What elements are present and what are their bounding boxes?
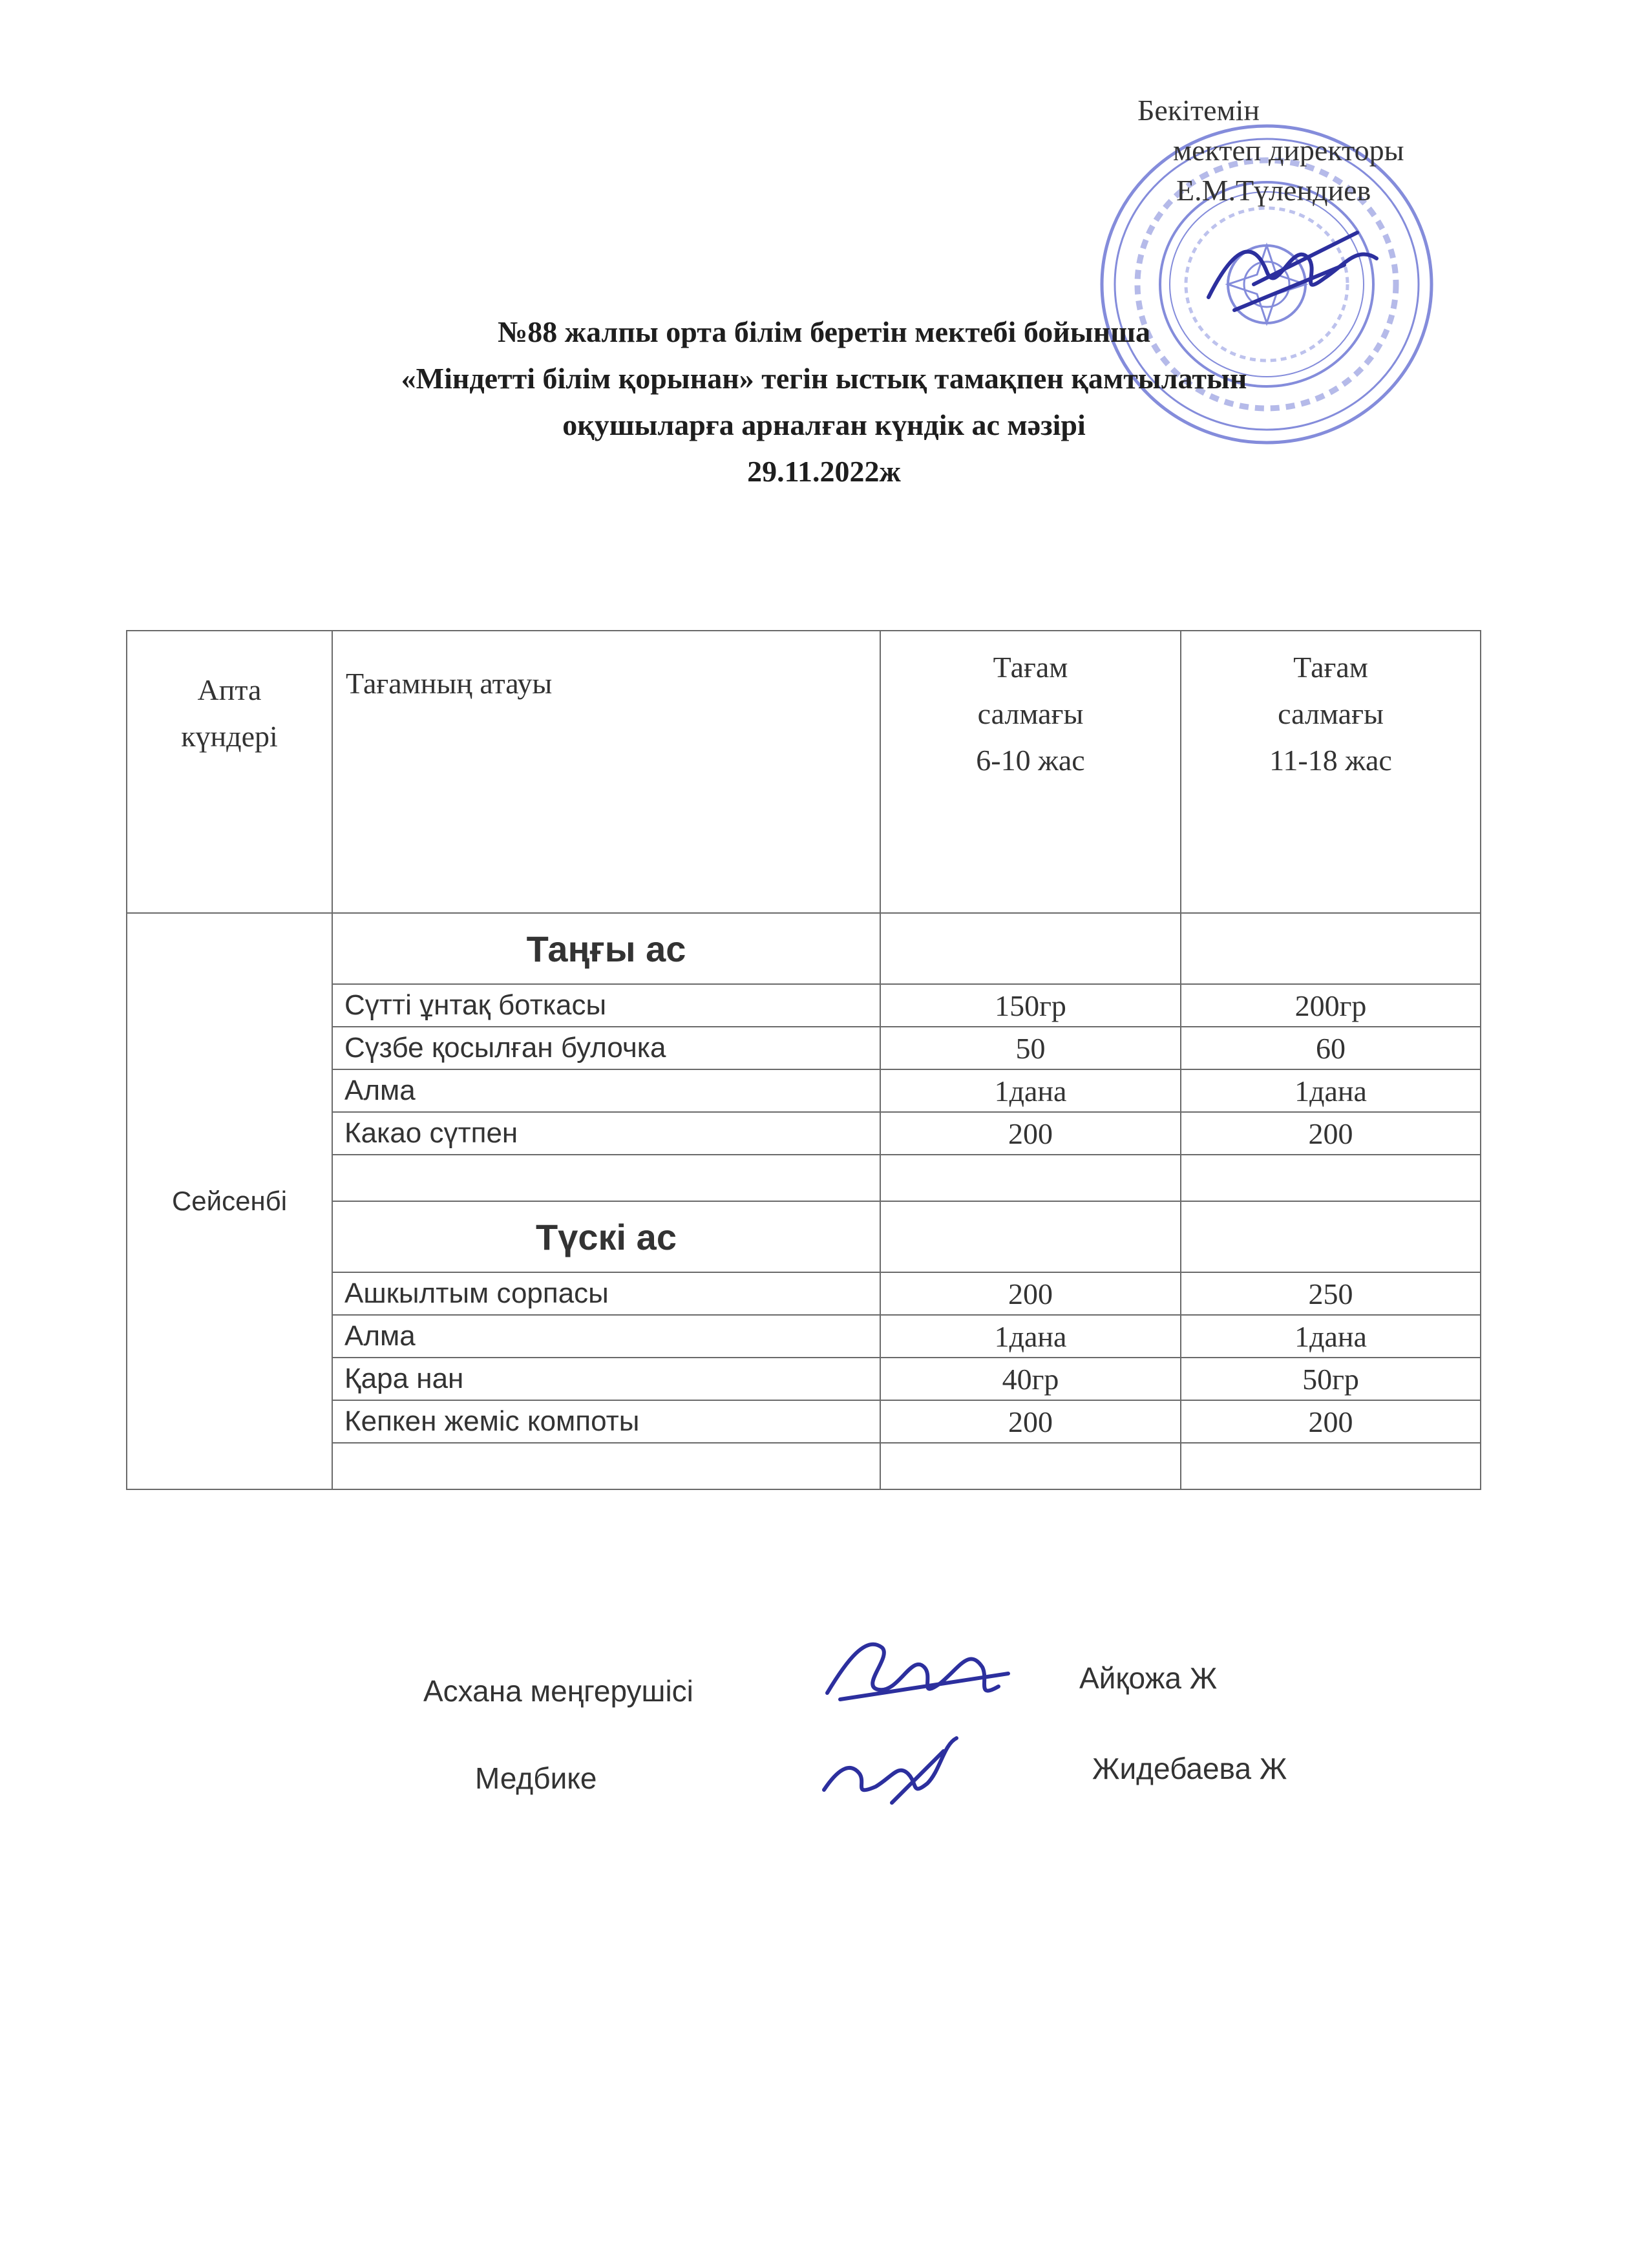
day-cell: Сейсенбі — [127, 913, 332, 1489]
weight-11-18: 60 — [1181, 1027, 1481, 1069]
breakfast-header-row — [127, 913, 1481, 984]
dish-name: Ашкылтым сорпасы — [332, 1272, 880, 1315]
weight-6-10: 50 — [880, 1027, 1181, 1069]
document-title — [0, 309, 1648, 495]
approval-line-1: Бекітемін — [1137, 94, 1260, 127]
weight-6-10: 1дана — [880, 1315, 1181, 1358]
kitchen-head-role: Асхана меңгерушісі — [423, 1674, 693, 1708]
header-day — [127, 631, 332, 913]
nurse-name: Жидебаева Ж — [1092, 1752, 1287, 1785]
weight-6-10: 200 — [880, 1400, 1181, 1443]
weight-6-10: 1дана — [880, 1069, 1181, 1112]
header-w1-line-2: салмағы — [977, 697, 1084, 730]
nurse-role: Медбике — [475, 1761, 597, 1795]
title-line-1: №88 жалпы орта білім беретін мектебі бойынша — [498, 315, 1150, 348]
weight-6-10: 150гр — [880, 984, 1181, 1027]
dish-name: Алма — [332, 1315, 880, 1358]
dish-name: Сүзбе қосылған булочка — [332, 1027, 880, 1069]
dish-name: Алма — [332, 1069, 880, 1112]
dish-name: Кепкен жеміс компоты — [332, 1400, 880, 1443]
header-w2-line-3: 11-18 жас — [1269, 744, 1392, 777]
weight-6-10: 200 — [880, 1112, 1181, 1155]
weight-11-18: 250 — [1181, 1272, 1481, 1315]
breakfast-label: Таңғы ас — [332, 913, 880, 984]
header-day-line-1: Апта — [197, 673, 262, 706]
weight-6-10: 200 — [880, 1272, 1181, 1315]
kitchen-head-signature — [821, 1622, 1015, 1719]
approval-line-2: мектеп директоры — [1173, 134, 1404, 167]
header-day-line-2: күндері — [181, 720, 278, 753]
weight-11-18: 1дана — [1181, 1069, 1481, 1112]
header-w2-line-1: Тағам — [1293, 651, 1368, 684]
approval-block — [1125, 90, 1404, 211]
title-date: 29.11.2022ж — [747, 455, 901, 488]
weight-11-18: 200 — [1181, 1112, 1481, 1155]
title-line-3: оқушыларға арналған күндік ас мәзірі — [562, 408, 1086, 441]
dish-name: Какао сүтпен — [332, 1112, 880, 1155]
weight-6-10: 40гр — [880, 1358, 1181, 1400]
approval-line-3: Е.М.Түлендиев — [1176, 174, 1371, 207]
weight-11-18: 200 — [1181, 1400, 1481, 1443]
title-line-2: «Міндетті білім қорынан» тегін ыстық тамақпен қамтылатын — [401, 362, 1247, 395]
header-w1-line-3: 6-10 жас — [976, 744, 1085, 777]
weight-11-18: 50гр — [1181, 1358, 1481, 1400]
director-signature — [1196, 220, 1389, 323]
dish-name: Сүтті ұнтақ боткасы — [332, 984, 880, 1027]
header-weight-6-10 — [880, 631, 1181, 913]
header-w1-line-1: Тағам — [993, 651, 1068, 684]
weight-11-18: 1дана — [1181, 1315, 1481, 1358]
menu-table — [126, 630, 1481, 1490]
header-dish-name: Тағамның атауы — [332, 631, 880, 913]
lunch-label: Түскі ас — [332, 1201, 880, 1272]
dish-name: Қара нан — [332, 1358, 880, 1400]
weight-11-18: 200гр — [1181, 984, 1481, 1027]
header-w2-line-2: салмағы — [1278, 697, 1384, 730]
kitchen-head-name: Айқожа Ж — [1079, 1661, 1218, 1695]
table-header-row — [127, 631, 1481, 913]
nurse-signature — [814, 1725, 969, 1809]
header-weight-11-18 — [1181, 631, 1481, 913]
